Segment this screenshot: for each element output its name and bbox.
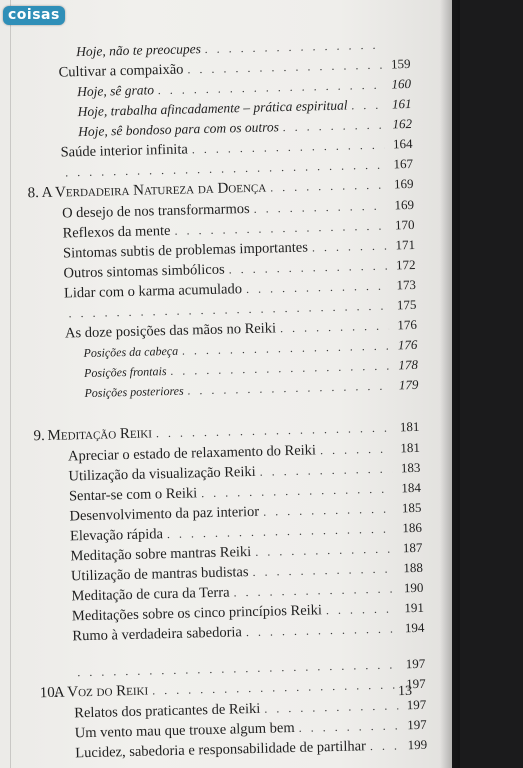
entry-page: 184 — [401, 479, 422, 496]
entry-label: Posições da cabeça — [83, 343, 179, 361]
entry-page: 178 — [398, 356, 419, 373]
entry-page: 197 — [406, 696, 427, 713]
table-of-contents — [0, 35, 452, 767]
entry-label: Outros sintomas simbólicos — [63, 261, 225, 282]
entry-page: 170 — [394, 216, 415, 233]
page-shadow — [440, 0, 460, 768]
toc-section-8 — [3, 175, 452, 407]
entry-label: Um vento mau que trouxe algum bem — [74, 720, 295, 742]
leader-dots — [280, 319, 389, 337]
leader-dots — [283, 118, 384, 135]
leader-dots — [182, 339, 390, 359]
entry-page: 197 — [405, 655, 426, 672]
entry-page: 187 — [402, 539, 423, 556]
watermark-logo: coisas — [3, 6, 65, 25]
entry-label: Hoje, trabalha afincadamente – prática espiritual — [77, 97, 348, 120]
leader-dots — [228, 259, 387, 278]
entry-page: 169 — [394, 196, 415, 213]
chapter-title: A Verdadeira Natureza da Doença — [41, 179, 267, 202]
entry-label: Desenvolvimento da paz interior — [69, 503, 260, 525]
leader-dots — [270, 178, 386, 196]
entry-page: 171 — [395, 236, 416, 253]
chapter-number: 8. — [27, 185, 40, 202]
chapter-page: 197 — [406, 675, 426, 692]
entry-page: 162 — [392, 115, 413, 132]
leader-dots — [255, 542, 395, 560]
leader-dots — [351, 98, 383, 114]
entry-label: Elevação rápida — [69, 526, 164, 545]
leader-dots — [158, 78, 383, 98]
entry-page: 160 — [391, 75, 412, 92]
entry-page: 183 — [400, 459, 421, 476]
entry-page: 176 — [397, 336, 418, 353]
chapter-number: 10. — [39, 684, 59, 702]
chapter-page: 181 — [399, 418, 420, 435]
entry-label: Cultivar a compaixão — [58, 61, 184, 81]
entry-label: Meditações sobre os cinco princípios Reiki — [71, 602, 323, 625]
entry-page: 179 — [398, 376, 419, 393]
leader-dots — [152, 677, 398, 698]
entry-page: 172 — [395, 256, 416, 273]
leader-dots — [320, 442, 392, 459]
entry-label: Reflexos da mente — [62, 222, 171, 242]
entry-page: 173 — [396, 276, 417, 293]
leader-dots — [260, 462, 393, 480]
entry-label: Posições frontais — [83, 364, 167, 381]
leader-dots — [187, 58, 382, 78]
leader-dots — [370, 738, 400, 754]
entry-page: 164 — [392, 135, 413, 152]
entry-page: 186 — [402, 519, 423, 536]
leader-dots — [167, 522, 394, 543]
leader-dots — [192, 138, 385, 158]
entry-page: 167 — [393, 155, 414, 172]
entry-label: Lucidez, sabedoria e responsabilidade de partilhar — [75, 738, 367, 762]
leader-dots — [170, 359, 390, 379]
chapter-title: Meditação Reiki — [47, 425, 153, 444]
entry-page: 175 — [396, 296, 417, 313]
toc-section-9 — [9, 418, 452, 650]
leader-dots — [326, 601, 396, 618]
entry-label: Sentar-se com o Reiki — [68, 485, 198, 505]
leader-dots — [246, 279, 388, 297]
entry-page: 159 — [390, 55, 411, 72]
entry-label: Apreciar o estado de relaxamento do Reiki — [67, 442, 317, 465]
entry-label: Lidar com o karma acumulado — [63, 281, 243, 302]
chapter-number: 9. — [33, 428, 45, 445]
entry-page: 190 — [403, 579, 424, 596]
chapter-title: A Voz do Reiki — [53, 682, 149, 701]
entry-label: O desejo de nos transformarmos — [61, 200, 250, 222]
entry-page: 185 — [401, 499, 422, 516]
entry-label: Rumo à verdadeira sabedoria — [72, 624, 243, 645]
leader-dots — [156, 421, 392, 442]
entry-page — [386, 48, 410, 49]
page-number: 13 — [397, 683, 413, 700]
entry-label: As doze posições das mãos no Reiki — [64, 320, 277, 342]
leader-dots — [252, 562, 395, 580]
entry-label: Sintomas subtis de problemas importantes — [62, 239, 309, 262]
entry-page: 161 — [391, 95, 412, 112]
toc-section-continuation — [0, 35, 452, 186]
entry-label: Hoje, não te preocupes — [75, 41, 202, 60]
entry-label: Meditação sobre mantras Reiki — [70, 544, 252, 565]
entry-label: Meditação de cura da Terra — [71, 584, 230, 605]
leader-dots — [246, 621, 397, 640]
toc-section-10 — [15, 655, 452, 767]
entry-page: 194 — [404, 619, 425, 636]
entry-label: Posições posteriores — [84, 383, 184, 401]
entry-label: Utilização de mantras budistas — [70, 564, 249, 585]
entry-label: Hoje, sê grato — [76, 82, 155, 100]
entry-page: 191 — [404, 599, 425, 616]
leader-dots — [298, 718, 398, 735]
entry-page: 188 — [403, 559, 424, 576]
entry-page: 176 — [397, 316, 418, 333]
entry-label: Relatos dos praticantes de Reiki — [74, 700, 261, 722]
entry-label: Utilização da visualização Reiki — [68, 463, 256, 485]
leader-dots — [263, 502, 394, 520]
leader-dots — [254, 199, 387, 217]
leader-dots — [188, 379, 391, 399]
entry-label: Hoje, sê bondoso para com os outros — [77, 119, 280, 140]
entry-page: 199 — [407, 736, 428, 753]
entry-page: 197 — [407, 716, 427, 733]
entry-page: 181 — [400, 439, 421, 456]
leader-dots — [174, 219, 386, 239]
leader-dots — [264, 698, 398, 716]
leader-dots — [201, 482, 393, 502]
chapter-page: 169 — [393, 175, 414, 192]
entry-label: Saúde interior infinita — [60, 141, 189, 161]
leader-dots — [233, 582, 395, 601]
leader-dots — [205, 38, 383, 57]
leader-dots — [312, 239, 387, 256]
